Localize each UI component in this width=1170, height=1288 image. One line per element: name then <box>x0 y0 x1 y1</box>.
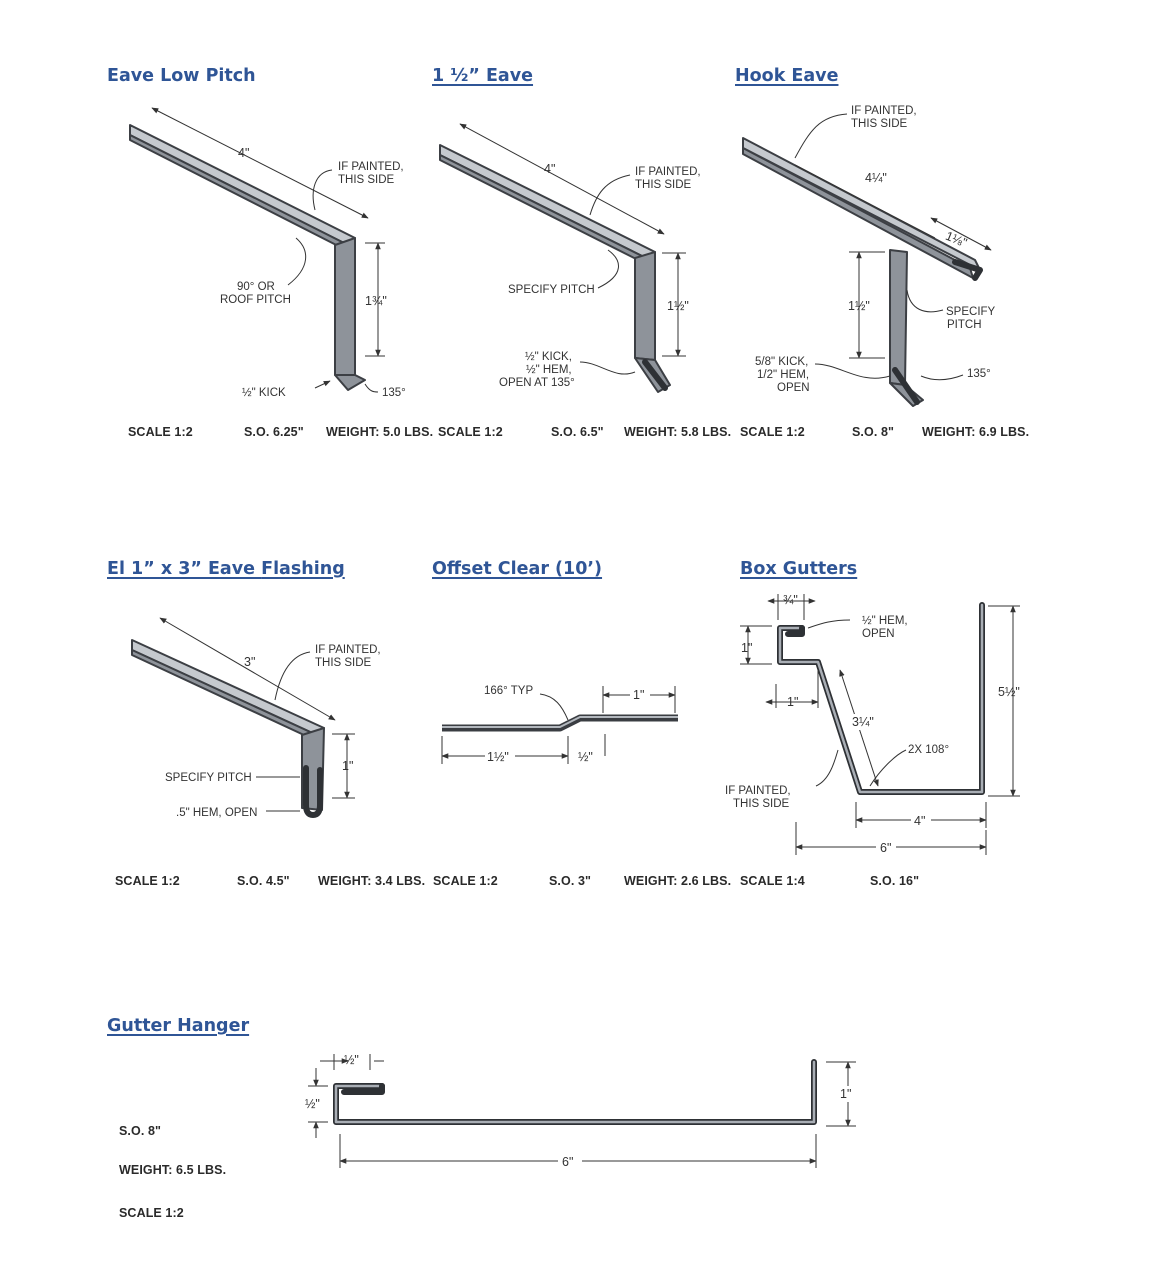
title-gutter-hanger[interactable]: Gutter Hanger <box>107 1016 250 1036</box>
offset-clear-offset: ½" <box>578 750 593 764</box>
one-half-eave-kick-3: OPEN AT 135° <box>499 377 575 389</box>
box-gutters-total: 6" <box>880 841 892 855</box>
hook-eave-hook: 1⅛" <box>943 228 969 250</box>
box-gutters-step: 1" <box>787 695 799 709</box>
el-eave-flashing-painted-2: THIS SIDE <box>315 657 372 669</box>
hook-eave-kick-3: OPEN <box>777 382 810 394</box>
offset-clear-angle: 166° TYP <box>484 685 534 697</box>
el-eave-flashing-height: 1" <box>342 759 354 773</box>
title-el-eave-flashing-b: Flashing <box>261 559 345 579</box>
el-eave-flashing-hem: .5" HEM, OPEN <box>176 807 258 819</box>
one-half-eave-length: 4" <box>544 162 556 176</box>
box-gutters-slope: 3¼" <box>852 715 874 729</box>
box-gutters-hem-2: OPEN <box>862 628 895 640</box>
gutter-hanger-drawing <box>300 1050 870 1180</box>
hook-eave-kick-2: 1/2" HEM, <box>757 369 810 381</box>
el-eave-flashing-painted-1: IF PAINTED, <box>315 644 381 656</box>
one-half-eave-kick-2: ½" HEM, <box>526 364 572 376</box>
box-gutters-angle: 2X 108° <box>908 744 950 756</box>
el-eave-flashing-length: 3" <box>244 655 256 669</box>
box-gutters-top-h: 1" <box>741 641 753 655</box>
gutter-hanger-top-w: ½" <box>344 1053 359 1067</box>
offset-clear-left: 1½" <box>487 750 509 764</box>
title-el-eave-flashing[interactable] <box>107 559 345 579</box>
one-half-eave-painted-2: THIS SIDE <box>635 179 692 191</box>
box-gutters-drawing <box>720 590 1040 860</box>
eave-low-pitch-so: S.O. 6.25" <box>244 425 304 439</box>
el-eave-flashing-pitch: SPECIFY PITCH <box>165 772 252 784</box>
title-hook-eave[interactable]: Hook Eave <box>735 66 839 86</box>
one-half-eave-weight: WEIGHT: 5.8 LBS. <box>624 425 732 439</box>
eave-low-pitch-drawing <box>110 100 430 410</box>
el-eave-flashing-drawing <box>110 600 420 860</box>
hook-eave-painted-1: IF PAINTED, <box>851 105 917 117</box>
title-offset-clear[interactable]: Offset Clear (10’) <box>432 559 603 579</box>
one-half-eave-drawing <box>430 100 730 410</box>
eave-low-pitch-angle-end: 135° <box>382 387 406 399</box>
title-box-gutters[interactable]: Box Gutters <box>740 559 858 579</box>
one-half-eave-scale: SCALE 1:2 <box>438 425 503 439</box>
eave-low-pitch-length: 4" <box>238 146 250 160</box>
title-one-half-eave[interactable]: 1 ½” Eave <box>432 66 534 86</box>
box-gutters-top-w: ¾" <box>783 593 798 607</box>
gutter-hanger-weight: WEIGHT: 6.5 LBS. <box>119 1163 227 1177</box>
gutter-hanger-length: 6" <box>562 1155 574 1169</box>
box-gutters-hem-1: ½" HEM, <box>862 615 908 627</box>
hook-eave-pitch-1: SPECIFY <box>946 306 996 318</box>
eave-low-pitch-kick: ½" KICK <box>242 387 286 399</box>
eave-low-pitch-painted-1: IF PAINTED, <box>338 161 404 173</box>
hook-eave-height: 1½" <box>848 299 870 313</box>
offset-clear-drawing <box>430 670 690 780</box>
offset-clear-so: S.O. 3" <box>549 874 592 888</box>
hook-eave-painted-2: THIS SIDE <box>851 118 908 130</box>
hook-eave-drawing <box>735 100 1035 410</box>
hook-eave-scale: SCALE 1:2 <box>740 425 805 439</box>
eave-low-pitch-angle-2: ROOF PITCH <box>220 294 291 306</box>
el-eave-flashing-weight: WEIGHT: 3.4 LBS. <box>318 874 426 888</box>
title-eave-low-pitch: Eave Low Pitch <box>107 66 256 86</box>
hook-eave-weight: WEIGHT: 6.9 LBS. <box>922 425 1030 439</box>
offset-clear-scale: SCALE 1:2 <box>433 874 498 888</box>
hook-eave-length: 4¼" <box>865 171 887 185</box>
eave-low-pitch-weight: WEIGHT: 5.0 LBS. <box>326 425 434 439</box>
one-half-eave-so: S.O. 6.5" <box>551 425 604 439</box>
eave-low-pitch-height: 1¾" <box>365 294 387 308</box>
eave-low-pitch-scale: SCALE 1:2 <box>128 425 193 439</box>
el-eave-flashing-scale: SCALE 1:2 <box>115 874 180 888</box>
box-gutters-painted-1: IF PAINTED, <box>725 785 791 797</box>
one-half-eave-painted-1: IF PAINTED, <box>635 166 701 178</box>
box-gutters-scale: SCALE 1:4 <box>740 874 805 888</box>
one-half-eave-height: 1½" <box>667 299 689 313</box>
eave-low-pitch-painted-2: THIS SIDE <box>338 174 395 186</box>
hook-eave-kick-1: 5/8" KICK, <box>755 356 809 368</box>
gutter-hanger-scale: SCALE 1:2 <box>119 1206 184 1220</box>
box-gutters-painted-2: THIS SIDE <box>733 798 790 810</box>
hook-eave-angle-end: 135° <box>967 368 991 380</box>
one-half-eave-pitch: SPECIFY PITCH <box>508 284 595 296</box>
gutter-hanger-top-h: ½" <box>305 1097 320 1111</box>
eave-low-pitch-angle-1: 90° OR <box>237 281 275 293</box>
box-gutters-height: 5½" <box>998 685 1020 699</box>
hook-eave-so: S.O. 8" <box>852 425 895 439</box>
hook-eave-pitch-2: PITCH <box>947 319 982 331</box>
gutter-hanger-right-h: 1" <box>840 1087 852 1101</box>
title-el-eave-flashing-a: El 1” x 3” Eave <box>107 559 262 579</box>
el-eave-flashing-so: S.O. 4.5" <box>237 874 290 888</box>
one-half-eave-kick-1: ½" KICK, <box>525 351 572 363</box>
offset-clear-right: 1" <box>633 688 645 702</box>
box-gutters-so: S.O. 16" <box>870 874 920 888</box>
offset-clear-weight: WEIGHT: 2.6 LBS. <box>624 874 732 888</box>
gutter-hanger-so: S.O. 8" <box>119 1124 162 1138</box>
box-gutters-bottom: 4" <box>914 814 926 828</box>
